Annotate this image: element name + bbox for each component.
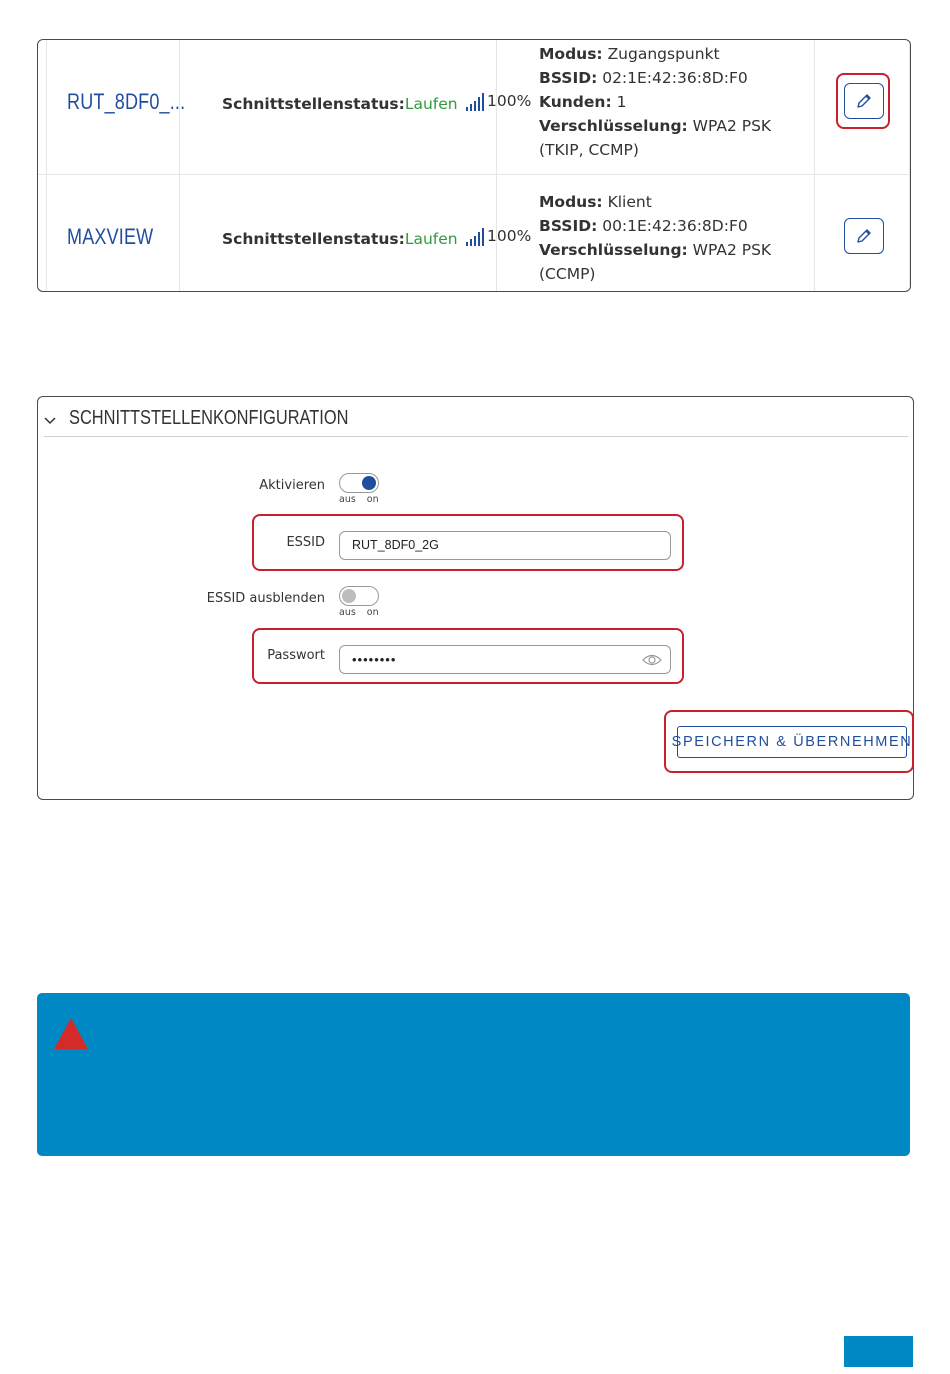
table-row (38, 40, 910, 175)
pencil-icon (855, 92, 873, 110)
interface-config-panel (37, 396, 914, 800)
signal-percent: 100% (487, 92, 532, 110)
interface-status (222, 227, 487, 248)
status-value: Laufen (404, 95, 458, 113)
panel-header[interactable] (44, 407, 908, 437)
enable-toggle[interactable] (339, 473, 379, 493)
info-line: Modus: Zugangspunkt (539, 45, 720, 63)
info-line: BSSID: 02:1E:42:36:8D:F0 (539, 69, 748, 87)
eye-icon[interactable] (642, 653, 662, 667)
table-row (38, 175, 910, 292)
chevron-down-icon[interactable] (44, 417, 56, 425)
signal-strength-icon (465, 227, 487, 247)
signal-percent: 100% (487, 227, 532, 245)
toggle-labels: aus on (339, 494, 379, 505)
interface-info (539, 42, 814, 162)
hide-essid-label: ESSID ausblenden (206, 591, 325, 606)
info-line: Kunden: 1 (539, 93, 627, 111)
info-line: Verschlüsselung: WPA2 PSK (CCMP) (539, 241, 772, 283)
edit-button[interactable] (844, 218, 884, 254)
pencil-icon (855, 227, 873, 245)
interface-status (222, 92, 487, 113)
info-line: Verschlüsselung: WPA2 PSK (TKIP, CCMP) (539, 117, 772, 159)
essid-input[interactable]: RUT_8DF0_2G (339, 531, 671, 560)
status-value: Laufen (404, 230, 458, 248)
enable-label: Aktivieren (259, 478, 325, 493)
status-label: Schnittstellenstatus: (222, 230, 405, 248)
hide-essid-toggle[interactable] (339, 586, 379, 606)
toggle-knob (342, 589, 356, 603)
interface-name[interactable]: MAXVIEW (67, 224, 154, 249)
page-number-tab (844, 1336, 913, 1367)
edit-button[interactable] (844, 83, 884, 119)
warning-icon (54, 1018, 88, 1049)
info-line: BSSID: 00:1E:42:36:8D:F0 (539, 217, 748, 235)
toggle-knob (362, 476, 376, 490)
password-input[interactable]: •••••••• (339, 645, 671, 674)
wireless-interfaces-table (37, 39, 911, 292)
signal-strength-icon (465, 92, 487, 112)
interface-info (539, 190, 814, 286)
save-apply-button[interactable]: SPEICHERN & ÜBERNEHMEN (677, 726, 907, 758)
toggle-labels: aus on (339, 607, 379, 618)
info-line: Modus: Klient (539, 193, 652, 211)
panel-title: SCHNITTSTELLENKONFIGURATION (69, 407, 349, 429)
essid-label: ESSID (286, 535, 325, 550)
status-label: Schnittstellenstatus: (222, 95, 405, 113)
interface-name[interactable]: RUT_8DF0_... (67, 89, 186, 114)
password-label: Passwort (267, 648, 325, 663)
note-box (37, 993, 910, 1156)
